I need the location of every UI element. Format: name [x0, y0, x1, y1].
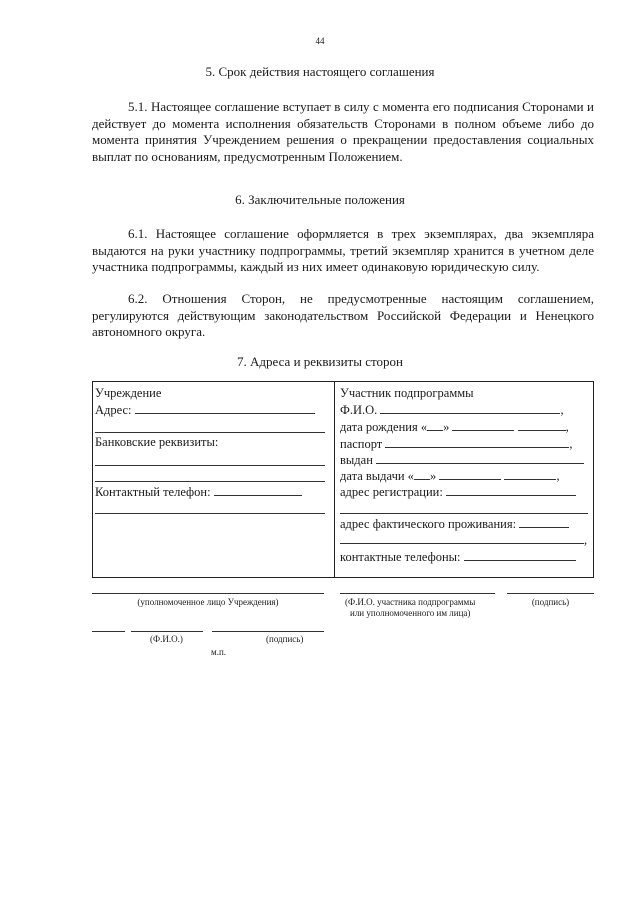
- phone-row: [95, 484, 302, 500]
- issue-year-field[interactable]: [504, 468, 556, 480]
- page-number: 44: [315, 36, 325, 46]
- actual-address-line-2: ,: [340, 532, 587, 548]
- phone-line-2[interactable]: [95, 513, 325, 514]
- signature-caption: (подпись): [266, 634, 304, 644]
- fio-field[interactable]: [380, 402, 560, 414]
- actual-address-label: адрес фактического проживания:: [340, 517, 517, 531]
- issued-row: [340, 452, 584, 468]
- section-5-title: 5. Срок действия настоящего соглашения: [205, 64, 435, 79]
- section-6-paragraph-2: 6.2. Отношения Сторон, не предусмотренные настоящим соглашением, регулируются действующим законодательством Российской Федерации и Ненецкого автономного округа.: [92, 291, 594, 339]
- section-7-title: 7. Адреса и реквизиты сторон: [237, 354, 403, 369]
- actual-address-field-2[interactable]: [340, 532, 584, 544]
- signature-line-participant-sign[interactable]: [507, 593, 594, 594]
- address-line-2[interactable]: [95, 432, 325, 433]
- signature-line-sign[interactable]: [212, 631, 324, 632]
- participant-signature-caption: (подпись): [531, 597, 570, 607]
- phones-field[interactable]: [464, 549, 576, 561]
- participant-fio-caption-1: (Ф.И.О. участника подпрограммы: [345, 597, 476, 607]
- phone-field[interactable]: [214, 484, 302, 496]
- reg-address-label: адрес регистрации:: [340, 485, 443, 499]
- phones-row: [340, 549, 576, 565]
- address-label: Адрес:: [95, 403, 132, 417]
- issue-day-field[interactable]: [414, 468, 430, 480]
- signature-line-fio-2[interactable]: [131, 631, 203, 632]
- signature-line-fio[interactable]: [92, 631, 125, 632]
- fio-caption: (Ф.И.О.): [150, 634, 183, 644]
- passport-row: паспорт ,: [340, 437, 573, 451]
- seal-placeholder: м.п.: [211, 647, 227, 657]
- issue-date-row: дата выдачи « » ,: [340, 469, 560, 483]
- institution-label: Учреждение: [95, 386, 162, 400]
- passport-label: паспорт: [340, 437, 383, 451]
- phones-label: контактные телефоны:: [340, 550, 461, 564]
- issued-label: выдан: [340, 453, 373, 467]
- signature-line-authorized[interactable]: [92, 593, 324, 594]
- actual-address-field[interactable]: [519, 516, 569, 528]
- participant-label: Участник подпрограммы: [340, 386, 474, 400]
- participant-fio-caption-2: или уполномоченного им лица): [350, 608, 471, 618]
- birth-day-field[interactable]: [427, 419, 443, 431]
- issue-date-label: дата выдачи «: [340, 469, 414, 483]
- fio-label: Ф.И.О.: [340, 403, 378, 417]
- section-5-paragraph-1: 5.1. Настоящее соглашение вступает в силу с момента его подписания Сторонами и действует до момента исполнения обязательств Сторонами в полном объеме либо до момента принятия Учреждением решения о прекращении предоставления социальных выплат по основаниям, предусмотренным Положением.: [92, 99, 594, 164]
- signature-line-participant-fio[interactable]: [340, 593, 495, 594]
- section-6-title: 6. Заключительные положения: [235, 192, 405, 207]
- address-field[interactable]: [135, 402, 315, 414]
- issued-field[interactable]: [376, 452, 584, 464]
- fio-row: Ф.И.О. ,: [340, 403, 564, 417]
- requisites-table: [92, 381, 594, 578]
- address-row: [95, 402, 315, 418]
- birth-month-field[interactable]: [452, 419, 514, 431]
- authorized-person-caption: (уполномоченное лицо Учреждения): [137, 597, 279, 607]
- actual-address-row: [340, 516, 569, 532]
- passport-field[interactable]: [385, 436, 569, 448]
- table-divider: [334, 382, 335, 577]
- bank-line-1[interactable]: [95, 465, 325, 466]
- reg-address-field[interactable]: [446, 484, 576, 496]
- section-6-paragraph-1: 6.1. Настоящее соглашение оформляется в трех экземплярах, два экземпляра выдаются на руки участнику подпрограммы, третий экземпляр хранится в учетном деле участника подпрограммы, каждый из них имеет одинаковую юридическую силу.: [92, 226, 594, 274]
- reg-address-row: [340, 484, 576, 500]
- phone-label: Контактный телефон:: [95, 485, 211, 499]
- reg-address-line-2[interactable]: [340, 513, 588, 514]
- bank-line-2[interactable]: [95, 481, 325, 482]
- birth-date-row: дата рождения « » ,: [340, 420, 569, 434]
- birth-year-field[interactable]: [518, 419, 566, 431]
- birth-date-label: дата рождения «: [340, 420, 428, 434]
- bank-label: Банковские реквизиты:: [95, 435, 219, 449]
- issue-month-field[interactable]: [439, 468, 501, 480]
